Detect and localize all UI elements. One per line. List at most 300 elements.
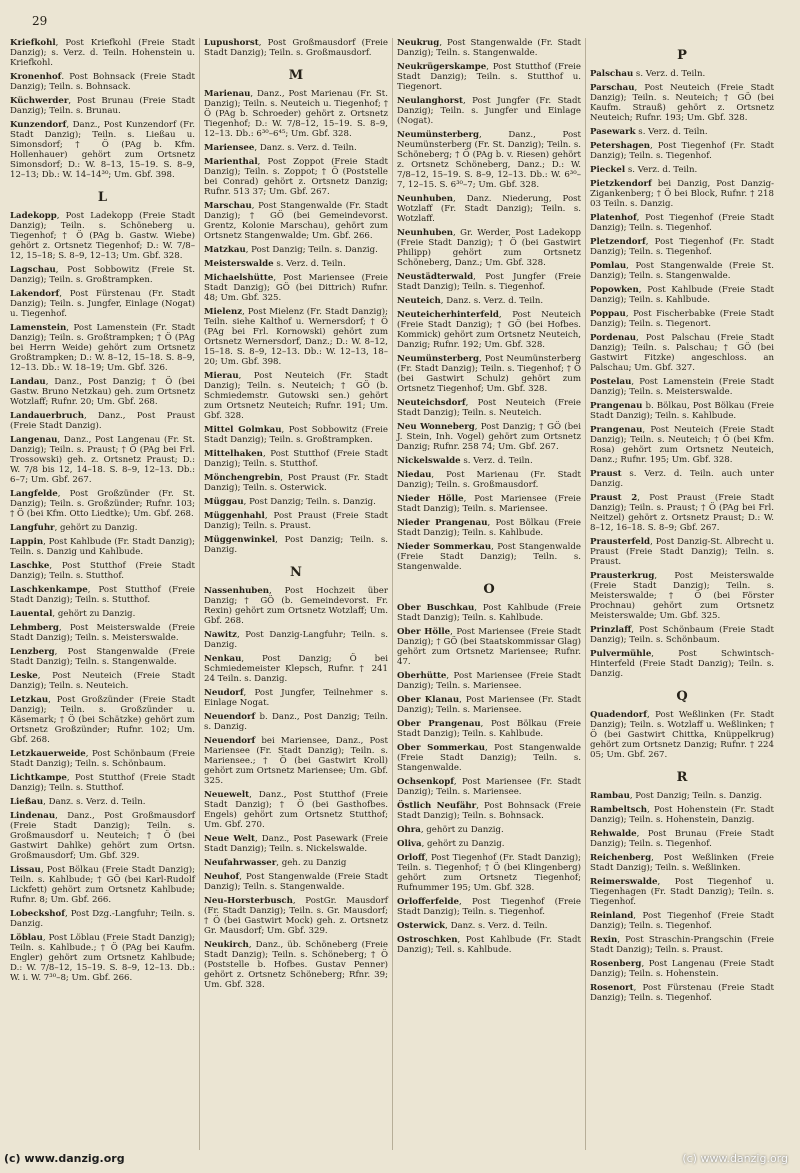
directory-entry: [590, 261, 774, 281]
entry-details: , Post Bölkau (Freie Stadt Danzig); Teiln. s. Kahlbude.: [397, 719, 581, 739]
entry-details: , Post Schönbaum (Freie Stadt Danzig); Teiln. s. Schönbaum.: [10, 749, 195, 769]
directory-entry: [590, 333, 774, 373]
directory-entry: [397, 777, 581, 797]
directory-entry: [590, 377, 774, 397]
entry-details: , Post Großzünder (Freie Stadt Danzig); Teiln. s. Großzünder u. Käsemark; † Ö (bei Schätzke) gehört zum Ortsnetz Großzünder; Rufnr. 102; Um. Gbf. 268.: [10, 695, 195, 745]
directory-entry: [590, 425, 774, 465]
directory-entry: [204, 872, 388, 892]
place-name: Neufahrwasser: [204, 858, 277, 868]
entry-details: , Post Marienau (Fr. Stadt Danzig); Teiln. s. Großmausdorf.: [397, 470, 581, 490]
entry-details: , Post Fischerbabke (Freie Stadt Danzig); Teiln. s. Tiegenort.: [590, 309, 774, 329]
directory-entry: [590, 127, 774, 137]
directory-entry: [397, 272, 581, 292]
place-name: Küchwerder: [10, 96, 69, 106]
entry-details: , gehört zu Danzig.: [54, 523, 138, 533]
entry-details: , Post Praust (Fr. Stadt Danzig); Teiln. s. Osterwick.: [204, 473, 388, 493]
entry-details: , Post Praust (Freie Stadt Danzig); Teiln. s. Praust.: [204, 511, 388, 531]
directory-entry: [590, 911, 774, 931]
directory-entry: [397, 671, 581, 691]
section-letter: O: [483, 582, 495, 597]
place-name: Lindenau: [10, 811, 56, 821]
directory-entry: [10, 96, 195, 116]
entry-details: , Post Neuteich (Freie Stadt Danzig); Teiln. s. Neuteich.: [397, 398, 581, 418]
place-name: Ober Hölle: [397, 627, 451, 637]
entry-details: , gehört zu Danzig.: [421, 839, 505, 849]
entry-details: , Post Stangenwalde (Fr. Stadt Danzig); Teiln. s. Stangenwalde.: [397, 38, 581, 58]
place-name: Lobeckshof: [10, 909, 65, 919]
directory-entry: [397, 422, 581, 452]
entry-details: , Post Tiegenhof (Fr. Stadt Danzig); Teiln. s. Tiegenhof.: [590, 141, 774, 161]
entry-details: , Post Tiegenhof (Fr. Stadt Danzig); Teiln. s. Tiegenhof; † Ö (bei Klingenberg) gehört zum Ortsnetz Tiegenhof; Rufnummer 195; Um. Gbf. 328.: [397, 853, 581, 893]
entry-details: , Post Löblau (Freie Stadt Danzig); Teiln. s. Kahlbude.; † Ö (PAg bei Kaufm. Engler) gehört zum Ortsnetz Kahlbude; D.: W. 7/8–12, 15–19. S. 8–9, 12–13. Db.: W. i. W. 7³⁰–8; Um. Gbf. 266.: [10, 933, 195, 983]
column-2: [199, 38, 392, 1150]
place-name: Postelau: [590, 377, 632, 387]
place-name: Prangenau: [590, 401, 643, 411]
directory-entry: [397, 398, 581, 418]
entry-details: , Post Danzig; Teiln. s. Danzig.: [629, 791, 763, 801]
entry-details: , Post Mielenz (Fr. Stadt Danzig); Teiln. siehe Kalthof u. Wernersdorf; † Ö (PAg bei Frl. Kornowski) gehört zum Ortsnetz Wernersdorf, Danz.; D.: W. 8–12, 15–18. S. 8–9, 12–13. Db.: W. 12–13, 18–20; Um. Gbf. 398.: [204, 307, 388, 367]
entry-details: , Danz., Post Danzig; † Ö (bei Gastw. Bruno Netzkau) geh. zum Ortsnetz Wotzlaff; Rufnr. 20; Um. Gbf. 268.: [10, 377, 195, 407]
entry-details: , Post Tiegenhof (Freie Stadt Danzig); Teiln. s. Tiegenhof.: [590, 213, 774, 233]
entry-details: , Post Tiegenhof (Freie Stadt Danzig); Teiln. s. Tiegenhof.: [397, 897, 581, 917]
place-name: Marschau: [204, 201, 252, 211]
entry-details: , Danz. s. Verz. d. Teiln.: [254, 143, 357, 153]
place-name: Prinzlaff: [590, 625, 632, 635]
directory-entry: [397, 470, 581, 490]
directory-entry: [590, 493, 774, 533]
entry-details: b. Danz., Post Danzig; Teiln. s. Danzig.: [204, 712, 388, 732]
place-name: Pasewark: [590, 127, 636, 137]
directory-entry: [10, 411, 195, 431]
entry-details: , Post Tiegenhof u. Tiegenhagen (Fr. Stadt Danzig); Teiln. s. Tiegenhof.: [590, 877, 774, 907]
entry-details: , Post Stangenwalde (Fr. Stadt Danzig); † GÖ (bei Gemeindevorst. Grentz, Kolonie Marschau), gehört zum Ortsnetz Stangenwalde; Um. Gbf. 266.: [204, 201, 388, 241]
entry-details: s. Verz. d. Teiln.: [273, 259, 346, 269]
entry-details: , Danz. s. Verz. d. Teiln.: [43, 797, 146, 807]
entry-details: bei Danzig, Post Danzig-Zigankenberg; † Ö bei Block, Rufnr. † 218 03 Teiln. s. Danzig.: [590, 179, 774, 209]
place-name: Löblau: [10, 933, 43, 943]
directory-entry: [10, 585, 195, 605]
directory-entry: [590, 179, 774, 209]
entry-details: b. Bölkau, Post Bölkau (Freie Stadt Danzig); Teiln. s. Kahlbude.: [590, 401, 774, 421]
entry-details: , Post Kriefkohl (Freie Stadt Danzig); s. Verz. d. Teiln. Hohenstein u. Kriefkohl.: [10, 38, 195, 68]
place-name: Prausterkrug: [590, 571, 655, 581]
place-name: Lenzberg: [10, 647, 55, 657]
place-name: Niedau: [397, 470, 432, 480]
entry-details: . Post Bohnsack (Freie Stadt Danzig); Teiln. s. Bohnsack.: [10, 72, 195, 92]
directory-entry: [397, 603, 581, 623]
entry-details: , Post Sobbowitz (Freie St. Danzig); Teiln. s. Großtrampken.: [10, 265, 195, 285]
directory-entry: [397, 354, 581, 394]
directory-entry: [590, 571, 774, 621]
place-name: Reichenberg: [590, 853, 652, 863]
directory-entry: [204, 473, 388, 493]
place-name: Lehmberg: [10, 623, 59, 633]
place-name: Lakendorf: [10, 289, 60, 299]
directory-entry: [397, 456, 581, 466]
place-name: Neumünsterberg: [397, 130, 479, 140]
entry-details: s. Verz. d. Teiln.: [635, 127, 708, 137]
directory-entry: [397, 695, 581, 715]
directory-entry: [590, 237, 774, 257]
place-name: Müggenhahl: [204, 511, 265, 521]
directory-entry: [204, 497, 388, 507]
copyright-watermark-right: (c) www.danzig.org: [682, 1152, 788, 1165]
place-name: Letzkauerweide: [10, 749, 86, 759]
directory-entry: [204, 834, 388, 854]
directory-entry: [204, 245, 388, 255]
directory-entry: [397, 518, 581, 538]
directory-entry: [397, 853, 581, 893]
place-name: Neudorf: [204, 688, 244, 698]
directory-entry: [204, 201, 388, 241]
entry-details: , Post Neuteich (Freie Stadt Danzig); Teiln. s. Neuteich.: [10, 671, 195, 691]
entry-details: , Post Danzig-St. Albrecht u. Praust (Freie Stadt Danzig); Teiln. s. Praust.: [590, 537, 774, 567]
directory-entry: [10, 265, 195, 285]
place-name: Lappin: [10, 537, 44, 547]
entry-details: , Post Lamenstein (Freie Stadt Danzig); Teiln. s. Meisterswalde.: [590, 377, 774, 397]
entry-details: , Post Fürstenau (Fr. Stadt Danzig); Teiln. s. Jungfer, Einlage (Nogat) u. Tiegenhof.: [10, 289, 195, 319]
place-name: Nieder Hölle: [397, 494, 464, 504]
entry-details: bei Mariensee, Danz., Post Mariensee (Fr. Stadt Danzig); Teiln. s. Mariensee.; † Ö (bei Gastwirt Kroll) gehört zum Ortsnetz Mariensee; Um. Gbf. 325.: [204, 736, 388, 786]
place-name: Mierau: [204, 371, 239, 381]
place-name: Laschkenkampe: [10, 585, 88, 595]
place-name: Ohra: [397, 825, 421, 835]
place-name: Rambeltsch: [590, 805, 648, 815]
directory-entry: [204, 259, 388, 269]
entry-details: , Danz., Post Kunzendorf (Fr. Stadt Danzig); Teiln. s. Ließau u. Simonsdorf; † Ö (PAg b. Kfm. Hollenhauer) gehört zum Ortsnetz Simonsdorf; D.: W. 8–13, 15–19. S. 8–9, 12–13; Db.: W. 14–14³⁰; Um. Gbf. 398.: [10, 120, 195, 180]
place-name: Ladekopp: [10, 211, 57, 221]
directory-entry: [397, 228, 581, 268]
place-name: Letzkau: [10, 695, 49, 705]
entry-details: , Post Neuteich (Freie Stadt Danzig); † GÖ (bei Hofbes. Kommick) gehört zum Ortsnetz Neuteich, Danzig; Rufnr. 192; Um. Gbf. 328.: [397, 310, 581, 350]
place-name: Nenkau: [204, 654, 242, 664]
place-name: Meisterswalde: [204, 259, 274, 269]
directory-entry: [10, 671, 195, 691]
place-name: Pomlau: [590, 261, 627, 271]
directory-entry: [590, 877, 774, 907]
place-name: Lagschau: [10, 265, 56, 275]
entry-details: , geh. zu Danzig: [276, 858, 347, 868]
entry-details: , Danz. s. Verz. d. Teiln.: [445, 921, 548, 931]
entry-details: , Post Mariensee (Freie Stadt Danzig); Teiln. s. Mariensee.: [397, 671, 581, 691]
entry-details: s. Verz. d. Teiln.: [460, 456, 533, 466]
directory-entry: [204, 630, 388, 650]
place-name: Mielenz: [204, 307, 243, 317]
place-name: Müggau: [204, 497, 244, 507]
directory-entry: [10, 561, 195, 581]
place-name: Neunhuben: [397, 194, 454, 204]
place-name: Reimerswalde: [590, 877, 658, 887]
section-letter: R: [676, 770, 688, 785]
entry-details: , Post Großmausdorf (Freie Stadt Danzig); Teiln. s. Großmausdorf.: [204, 38, 388, 58]
place-name: Quadendorf: [590, 710, 647, 720]
directory-entry: [10, 211, 195, 261]
section-letter: N: [290, 565, 302, 580]
entry-details: , Post Kahlbude (Freie Stadt Danzig); Teiln. s. Kahlbude.: [397, 603, 581, 623]
entry-details: , Post Jungfer (Fr. Stadt Danzig); Teiln. s. Jungfer und Einlage (Nogat).: [397, 96, 581, 126]
entry-details: , Post Jungfer (Freie Stadt Danzig); Teiln. s. Tiegenhof.: [397, 272, 581, 292]
place-name: Neukirch: [204, 940, 249, 950]
entry-details: , Danz., Post Praust (Freie Stadt Danzig).: [10, 411, 195, 431]
place-name: Platenhof: [590, 213, 637, 223]
place-name: Neustädterwald: [397, 272, 474, 282]
entry-details: , Post Danzig; Teiln. s. Danzig.: [204, 535, 388, 555]
directory-entry: [10, 695, 195, 745]
place-name: Reinland: [590, 911, 634, 921]
directory-entry: [204, 511, 388, 531]
directory-entry: [204, 858, 388, 868]
place-name: Rehwalde: [590, 829, 637, 839]
place-name: Neu Wonneberg: [397, 422, 475, 432]
place-name: Nickelswalde: [397, 456, 461, 466]
column-1: [6, 38, 199, 1150]
entry-details: , Danz., Post Stutthof (Freie Stadt Danzig); † Ö (bei Gasthofbes. Engels) gehört zum Ortsnetz Stutthof; Um. Gbf. 270.: [204, 790, 388, 830]
entry-details: , Post Stangenwalde (Freie Stadt Danzig); Teiln. s. Stangenwalde.: [10, 647, 195, 667]
entry-details: , Post Danzig; † GÖ (bei J. Stein, Inh. Vogel) gehört zum Ortsnetz Danzig; Rufnr. 258 74; Um. Gbf. 267.: [397, 422, 581, 452]
place-name: Pieckel: [590, 165, 626, 175]
entry-details: , Post Neuteich (Freie Stadt Danzig); Teiln. s. Neuteich; † GÖ (bei Kaufm. Strauß) gehört z. Ortsnetz Neuteich; Rufnr. 193; Um. Gbf. 328.: [590, 83, 774, 123]
directory-entry: [397, 130, 581, 190]
entry-details: , Post Kahlbude (Fr. Stadt Danzig); Teil. s. Kahlbude.: [397, 935, 581, 955]
directory-entry: [397, 96, 581, 126]
entry-details: , Danz., Post Großmausdorf (Freie Stadt Danzig); Teiln. s. Großmausdorf u. Neuteich; † Ö (bei Gastwirt Dahlke) gehört zum Ortsn. Großmausdorf; Um. Gbf. 329.: [10, 811, 195, 861]
entry-details: , Post Mariensee (Freie Stadt Danzig); GÖ (bei Dittrich) Rufnr. 48; Um. Gbf. 325.: [204, 273, 388, 303]
place-name: Östlich Neufähr: [397, 801, 477, 811]
place-name: Leske: [10, 671, 38, 681]
directory-entry: [10, 377, 195, 407]
directory-entry: [204, 896, 388, 936]
place-name: Petershagen: [590, 141, 651, 151]
place-name: Lamenstein: [10, 323, 67, 333]
directory-entry: [397, 494, 581, 514]
entry-details: , Danz., Post Pasewark (Freie Stadt Danzig); Teiln. s. Nickelswalde.: [204, 834, 388, 854]
place-name: Oliva: [397, 839, 422, 849]
directory-columns: [6, 38, 796, 1150]
directory-entry: [590, 625, 774, 645]
place-name: Parschau: [590, 83, 635, 93]
section-letter: M: [288, 68, 304, 83]
entry-details: , Post Brunau (Freie Stadt Danzig); Teiln. s. Brunau.: [10, 96, 195, 116]
directory-entry: [10, 749, 195, 769]
entry-details: , Post Großzünder (Fr. St. Danzig); Teiln. s. Großzünder; Rufnr. 103; † Ö (bei Kfm. Otto Liedtke); Um. Gbf. 268.: [10, 489, 195, 519]
directory-entry: [397, 719, 581, 739]
place-name: Nieder Prangenau: [397, 518, 488, 528]
directory-entry: [397, 310, 581, 350]
place-name: Praust: [590, 469, 622, 479]
place-name: Ließau: [10, 797, 44, 807]
directory-entry: [590, 141, 774, 161]
directory-entry: [204, 157, 388, 197]
directory-entry: [397, 743, 581, 773]
directory-entry: [204, 425, 388, 445]
place-name: Mittelhaken: [204, 449, 263, 459]
entry-details: , Danz. s. Verz. d. Teiln.: [440, 296, 544, 306]
directory-entry: [204, 736, 388, 786]
directory-entry: [397, 296, 581, 306]
place-name: Müggenwinkel: [204, 535, 276, 545]
place-name: Michaelshütte: [204, 273, 274, 283]
directory-entry: [10, 435, 195, 485]
entry-details: , Post Brunau (Freie Stadt Danzig); Teiln. s. Tiegenhof.: [590, 829, 774, 849]
place-name: Marienau: [204, 89, 251, 99]
entry-details: , Post Jungfer, Teilnehmer s. Einlage Nogat.: [204, 688, 388, 708]
place-name: Lissau: [10, 865, 41, 875]
entry-details: , Post Dzg.-Langfuhr; Teiln. s. Danzig.: [10, 909, 195, 929]
place-name: Matzkau: [204, 245, 246, 255]
directory-entry: [397, 897, 581, 917]
place-name: Ober Sommerkau: [397, 743, 486, 753]
place-name: Ostroschken: [397, 935, 458, 945]
place-name: Lauental: [10, 609, 53, 619]
directory-entry: [204, 89, 388, 139]
place-name: Pletzendorf: [590, 237, 646, 247]
directory-entry: [590, 649, 774, 679]
entry-details: , Post Stutthof (Freie Stadt Danzig); Teiln. s. Stutthof.: [10, 585, 195, 605]
entry-details: , Post Ladekopp (Freie Stadt Danzig); Teiln. s. Schöneberg u. Tiegenhof; † Ö (PAg b. Gastw. Wiebe) gehört z. Ortsnetz Tiegenhof; D.: W. 7/8–12, 15–18; S. 8–9, 12–13; Um. Gbf. 328.: [10, 211, 195, 261]
entry-details: , Gr. Werder, Post Ladekopp (Freie Stadt Danzig); † Ö (bei Gastwirt Philipp) gehört zum Ortsnetz Schöneberg, Danz.; Um. Gbf. 328.: [397, 228, 581, 268]
directory-entry: [590, 83, 774, 123]
entry-details: , Post Hochzeit über Danzig; † GÖ (b. Gemeindevorst. Fr. Rexin) gehört zum Ortsnetz Wotzlaff; Um. Gbf. 268.: [204, 586, 388, 626]
entry-details: , Post Stangenwalde (Freie Stadt Danzig); Teiln. s. Stangenwalde.: [204, 872, 388, 892]
directory-entry: [590, 165, 774, 175]
directory-entry: [397, 194, 581, 224]
entry-details: , Post Bölkau (Freie Stadt Danzig); Teiln. s. Kahlbude; † GÖ (bei Karl-Rudolf Lickfett) gehört zum Ortsnetz Kahlbude; Rufnr. 8; Um. Gbf. 266.: [10, 865, 195, 905]
directory-entry: [10, 933, 195, 983]
directory-entry: [10, 647, 195, 667]
directory-entry: [204, 586, 388, 626]
place-name: Kunzendorf: [10, 120, 67, 130]
place-name: Kronenhof: [10, 72, 62, 82]
entry-details: , Post Bohnsack (Freie Stadt Danzig); Teiln. s. Bohnsack.: [397, 801, 581, 821]
column-4: [585, 38, 778, 1150]
directory-entry: [590, 805, 774, 825]
directory-entry: [590, 537, 774, 567]
place-name: Nieder Sommerkau: [397, 542, 492, 552]
directory-entry: [590, 983, 774, 1003]
place-name: Neuteich: [397, 296, 441, 306]
entry-details: , Post Neumünsterberg (Fr. Stadt Danzig); Teiln. s. Tiegenhof; † Ö (bei Gastwirt Schulz) gehört zum Ortsnetz Tiegenhof; Um. Gbf. 328.: [397, 354, 581, 394]
directory-entry: [10, 489, 195, 519]
directory-entry: [10, 523, 195, 533]
directory-entry: [10, 609, 195, 619]
directory-entry: [204, 143, 388, 153]
directory-entry: [10, 72, 195, 92]
place-name: Palschau: [590, 69, 634, 79]
directory-entry: [204, 535, 388, 555]
entry-details: s. Verz. d. Teiln.: [625, 165, 698, 175]
directory-entry: [204, 38, 388, 58]
place-name: Ober Klanau: [397, 695, 460, 705]
directory-entry: [397, 801, 581, 821]
entry-details: , Post Stutthof (Freie Stadt Danzig); Teiln. s. Stutthof.: [10, 773, 195, 793]
directory-entry: [397, 825, 581, 835]
entry-details: , Post Stangenwalde (Freie Stadt Danzig); Teiln. s. Stangenwalde.: [397, 542, 581, 572]
directory-entry: [204, 712, 388, 732]
place-name: Nawitz: [204, 630, 237, 640]
entry-details: , Post Neuteich (Freie Stadt Danzig); Teiln. s. Neuteich; † Ö (bei Kfm. Rosa) gehört zum Ortsnetz Neuteich, Danz.; Rufnr. 195; Um. Gbf. 328.: [590, 425, 774, 465]
directory-entry: [10, 865, 195, 905]
directory-entry: [590, 791, 774, 801]
place-name: Prangenau: [590, 425, 643, 435]
place-name: Neumünsterberg: [397, 354, 479, 364]
place-name: Oberhütte: [397, 671, 447, 681]
directory-entry: [590, 710, 774, 760]
entry-details: , Post Schwintsch-Hinterfeld (Freie Stadt Danzig); Teiln. s. Danzig.: [590, 649, 774, 679]
directory-entry: [204, 790, 388, 830]
place-name: Orloff: [397, 853, 426, 863]
place-name: Pulvermühle: [590, 649, 652, 659]
copyright-footer-left: (c) www.danzig.org: [4, 1152, 125, 1165]
directory-entry: [590, 853, 774, 873]
place-name: Neue Welt: [204, 834, 255, 844]
entry-details: , Post Kahlbude (Fr. Stadt Danzig); Teiln. s. Danzig und Kahlbude.: [10, 537, 195, 557]
place-name: Poppau: [590, 309, 626, 319]
place-name: Neuendorf: [204, 736, 256, 746]
entry-details: , Post Palschau (Freie Stadt Danzig); Teiln. s. Palschau; † GÖ (bei Gastwirt Fitzke) angeschloss. an Palschau; Um. Gbf. 327.: [590, 333, 774, 373]
directory-entry: [590, 213, 774, 233]
place-name: Ober Prangenau: [397, 719, 481, 729]
directory-entry: [10, 120, 195, 180]
place-name: Ochsenkopf: [397, 777, 454, 787]
place-name: Mariensee: [204, 143, 255, 153]
directory-entry: [590, 469, 774, 489]
directory-entry: [204, 940, 388, 990]
directory-entry: [397, 38, 581, 58]
place-name: Rexin: [590, 935, 618, 945]
entry-details: , Post Weßlinken (Fr. Stadt Danzig); Teiln. s. Wotzlaff u. Weßlinken; † Ö (bei Gastwirt Chittka, Knüppelkrug) gehört zum Ortsnetz Danzig; Rufnr. † 224 05; Um. Gbf. 267.: [590, 710, 774, 760]
directory-entry: [204, 688, 388, 708]
directory-entry: [204, 371, 388, 421]
entry-details: s. Verz. d. Teiln. auch unter Danzig.: [590, 469, 774, 489]
directory-entry: [590, 829, 774, 849]
directory-entry: [10, 289, 195, 319]
place-name: Prausterfeld: [590, 537, 651, 547]
place-name: Neukrügerskampe: [397, 62, 487, 72]
directory-entry: [10, 797, 195, 807]
place-name: Neu-Horsterbusch: [204, 896, 293, 906]
place-name: Ober Buschkau: [397, 603, 475, 613]
entry-details: , Post Straschin-Prangschin (Freie Stadt Danzig); Teiln. s. Praust.: [590, 935, 774, 955]
entry-details: , Post Sobbowitz (Freie Stadt Danzig); Teiln. s. Großtrampken.: [204, 425, 388, 445]
place-name: Popowken: [590, 285, 639, 295]
place-name: Nassenhuben: [204, 586, 270, 596]
entry-details: , Post Stutthof (Freie Stadt Danzig); Teiln. s. Stutthof.: [10, 561, 195, 581]
place-name: Mittel Golmkau: [204, 425, 282, 435]
place-name: Osterwick: [397, 921, 446, 931]
place-name: Langfuhr: [10, 523, 55, 533]
place-name: Neulanghorst: [397, 96, 463, 106]
entry-details: , Post Mariensee (Fr. Stadt Danzig); Teiln. s. Mariensee.: [397, 777, 581, 797]
place-name: Neuteichsdorf: [397, 398, 466, 408]
entry-details: , Post Zoppot (Freie Stadt Danzig); Teiln. s. Zoppot; † Ö (Poststelle bei Conrad) gehört z. Ortsnetz Danzig; Rufnr. 513 37; Um. Gbf. 267.: [204, 157, 388, 197]
entry-details: , Post Danzig; Teiln. s. Danzig.: [243, 497, 376, 507]
entry-details: , Post Meisterswalde (Freie Stadt Danzig); Teiln. s. Meisterswalde.: [10, 623, 195, 643]
entry-details: , Post Tiegenhof (Fr. Stadt Danzig); Teiln. s. Tiegenhof.: [590, 237, 774, 257]
directory-entry: [397, 62, 581, 92]
directory-entry: [590, 69, 774, 79]
entry-details: , Post Bölkau (Freie Stadt Danzig); Teiln. s. Kahlbude.: [397, 518, 581, 538]
place-name: Laschke: [10, 561, 50, 571]
directory-entry: [590, 935, 774, 955]
place-name: Lichtkampe: [10, 773, 67, 783]
directory-entry: [590, 285, 774, 305]
directory-entry: [204, 449, 388, 469]
entry-details: , Danz., Post Neumünsterberg (Fr. St. Danzig); Teiln. s. Schöneberg; † Ö (PAg b. v. Riesen) gehört z. Ortsnetz Schöneberg, Danz.; D.: W. 7/8–12, 15–19. S. 8–9, 12–13. Db.: W. 6³⁰–7, 12–15. S. 6³⁰–7; Um. Gbf. 328.: [397, 130, 581, 190]
entry-details: , Post Stangenwalde (Freie Stadt Danzig); Teiln. s. Stangenwalde.: [397, 743, 581, 773]
section-letter: P: [677, 48, 687, 63]
directory-entry: [10, 38, 195, 68]
directory-entry: [10, 537, 195, 557]
